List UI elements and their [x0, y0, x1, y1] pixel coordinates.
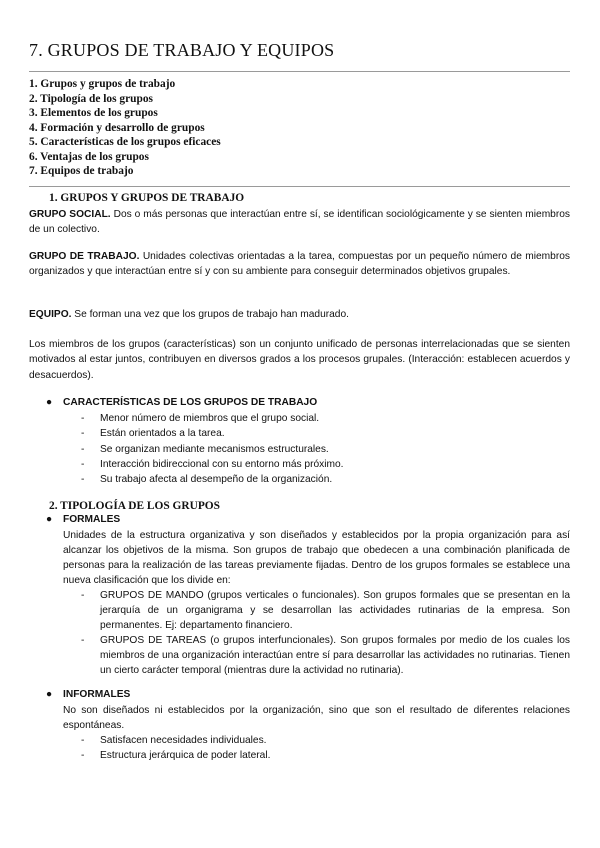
toc-item: 1. Grupos y grupos de trabajo	[29, 78, 176, 90]
list-item: - Interacción bidireccional con su entorno más próximo.	[81, 457, 344, 472]
formales-paragraph: Unidades de la estructura organizativa y son diseñados y establecidos por la propia organización para así alcanzar los objetivos de la misma. Son grupos de trabajo que obedecen a una combinación planificada de personas para la realización de las tareas previamente fijadas. Dentro de los grupos formales se establece una nueva clasificación que los divide en:	[63, 530, 570, 587]
list-item: - Su trabajo afecta al desempeño de la organización.	[81, 472, 344, 487]
grupo-social-term: GRUPO SOCIAL.	[29, 209, 111, 220]
title-divider	[29, 71, 570, 72]
grupo-trabajo-paragraph	[29, 249, 570, 280]
table-of-contents	[29, 77, 221, 179]
toc-item: 3. Elementos de los grupos	[29, 107, 158, 119]
list-item: - Estructura jerárquica de poder lateral.	[81, 748, 270, 763]
list-item: - GRUPOS DE TAREAS (o grupos interfuncionales). Son grupos formales por medio de los cuales los miembros de una organización interactúan entre sí para desarrollar las actividades no rutinarias. Tienen un cierto carácter temporal (mientras dure la actividad no rutinaria).	[81, 633, 570, 678]
list-item: - Se organizan mediante mecanismos estructurales.	[81, 442, 344, 457]
caracteristicas-heading: ● CARACTERÍSTICAS DE LOS GRUPOS DE TRABAJO	[46, 397, 318, 408]
toc-item: 6. Ventajas de los grupos	[29, 150, 149, 163]
bullet-icon: ●	[46, 689, 53, 700]
page-title: 7. GRUPOS DE TRABAJO Y EQUIPOS	[29, 40, 335, 60]
section1-heading: 1. GRUPOS Y GRUPOS DE TRABAJO	[49, 192, 245, 204]
informales-list	[81, 733, 270, 764]
caracteristicas-list	[81, 411, 344, 487]
informales-paragraph: No son diseñados ni establecidos por la organización, sino que son el resultado de diferentes relaciones espontáneas.	[63, 705, 570, 732]
equipo-definition: Se forman una vez que los grupos de trabajo han madurado.	[71, 309, 349, 320]
toc-item: 5. Características de los grupos eficaces	[29, 136, 221, 148]
toc-item: 4. Formación y desarrollo de grupos	[29, 121, 205, 134]
toc-divider	[29, 186, 570, 187]
list-item: - Menor número de miembros que el grupo social.	[81, 411, 344, 426]
bullet-icon: ●	[46, 397, 53, 408]
formales-heading: ● FORMALES	[46, 514, 121, 525]
grupo-trabajo-term: GRUPO DE TRABAJO.	[29, 251, 140, 262]
grupo-social-paragraph	[29, 207, 570, 238]
toc-item: 2. Tipología de los grupos	[29, 92, 153, 105]
grupo-trabajo-definition: Unidades colectivas orientadas a la tarea, compuestas por un pequeño número de miembros organizados y que interactúan entre sí y con su ambiente para conseguir determinados objetivos grupales.	[29, 251, 570, 278]
equipo-paragraph	[29, 307, 570, 322]
equipo-term: EQUIPO.	[29, 309, 72, 320]
list-item: - GRUPOS DE MANDO (grupos verticales o funcionales). Son grupos formales que se presentan en la jerarquía de un organigrama y se desarrollan las actividades rutinarias de la empresa. Son permanentes. Ej: departamento financiero.	[81, 588, 570, 633]
miembros-paragraph: Los miembros de los grupos (características) son un conjunto unificado de personas interrelacionadas que se sienten motivados al estar juntos, contribuyen en diversos grados a los procesos grupales. (Interacción: establecen acuerdos y desacuerdos).	[29, 339, 570, 381]
grupo-social-definition: Dos o más personas que interactúan entre sí, se identifican sociológicamente y se sienten miembros de un colectivo.	[29, 209, 570, 236]
list-item: - Están orientados a la tarea.	[81, 426, 344, 441]
formales-list	[81, 588, 570, 679]
toc-item: 7. Equipos de trabajo	[29, 165, 134, 177]
bullet-icon: ●	[46, 514, 53, 525]
informales-heading: ● INFORMALES	[46, 689, 131, 700]
section2-heading: 2. TIPOLOGÍA DE LOS GRUPOS	[49, 500, 221, 512]
list-item: - Satisfacen necesidades individuales.	[81, 733, 270, 748]
